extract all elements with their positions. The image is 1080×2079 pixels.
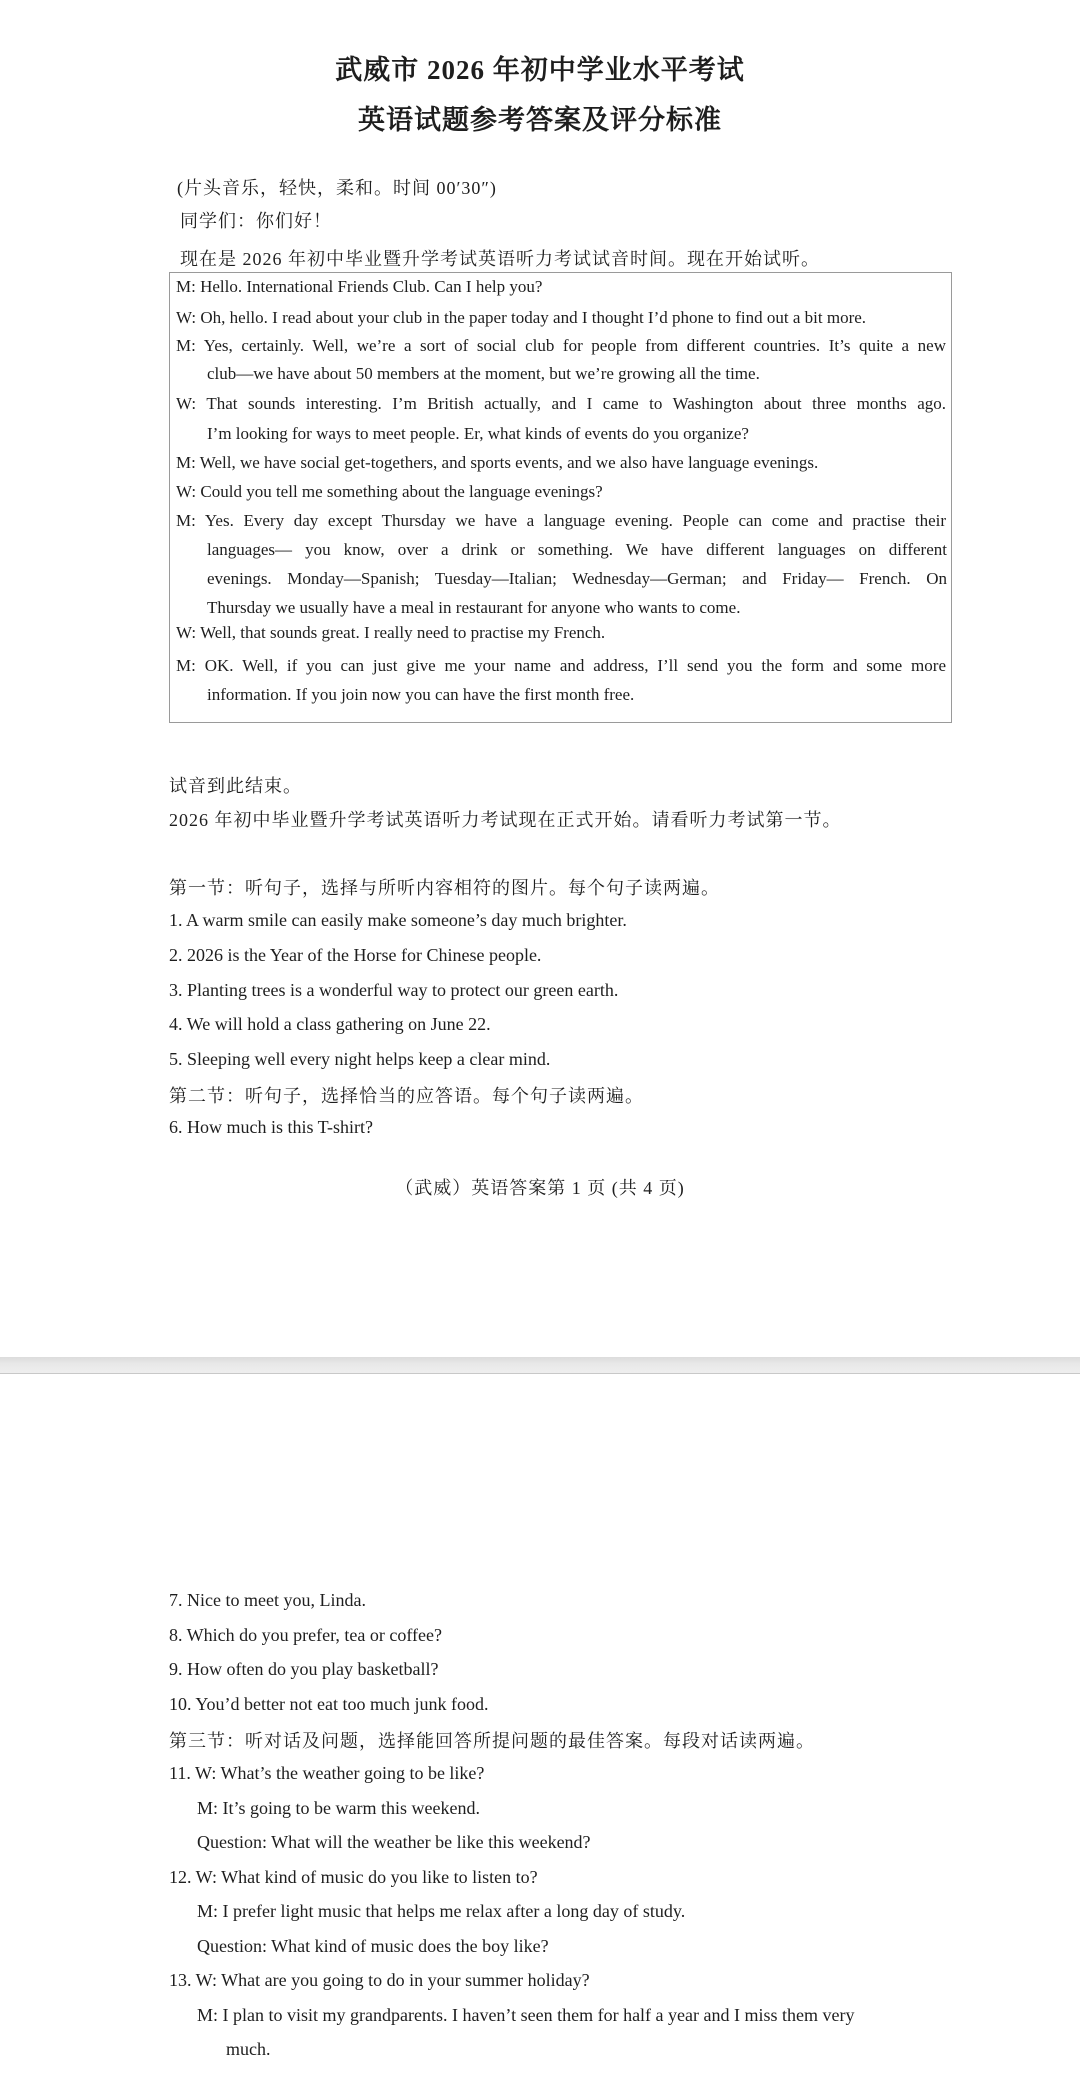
dialogue-line: W: That sounds interesting. I’m British actually, and I came to Washington about three months ago. <box>176 394 946 413</box>
dialogue-line: club—we have about 50 members at the moment, but we’re growing all the time. <box>207 364 760 383</box>
list-item: 10. You’d better not eat too much junk food. <box>169 1694 489 1714</box>
q13-man-cont: much. <box>226 2039 271 2059</box>
dialogue-line: information. If you join now you can have the first month free. <box>207 685 635 704</box>
dialogue-line: M: Hello. International Friends Club. Can I help you? <box>176 277 543 296</box>
list-item: 8. Which do you prefer, tea or coffee? <box>169 1625 442 1645</box>
q12-question: Question: What kind of music does the boy like? <box>197 1936 549 1956</box>
q12-man: M: I prefer light music that helps me relax after a long day of study. <box>197 1901 686 1921</box>
dialogue-line: M: OK. Well, if you can just give me your name and address, I’ll send you the form and some more <box>176 656 946 675</box>
dialogue-line: W: Oh, hello. I read about your club in the paper today and I thought I’d phone to find out a bit more. <box>176 308 867 327</box>
section1-heading: 第一节：听句子，选择与所听内容相符的图片。每个句子读两遍。 <box>169 878 720 898</box>
list-item: 4. We will hold a class gathering on June 22. <box>169 1014 491 1034</box>
q13-man: M: I plan to visit my grandparents. I haven’t seen them for half a year and I miss them very <box>197 2005 855 2025</box>
dialogue-line: languages— you know, over a drink or something. We have different languages on different <box>207 540 947 559</box>
intro-test-time: 现在是 2026 年初中毕业暨升学考试英语听力考试试音时间。现在开始试听。 <box>180 249 820 269</box>
test-end-note: 试音到此结束。 <box>169 776 302 796</box>
intro-music: (片头音乐，轻快，柔和。时间 00′30″) <box>177 178 497 198</box>
exam-title: 武威市 2026 年初中学业水平考试 <box>335 55 745 85</box>
list-item: 5. Sleeping well every night helps keep a clear mind. <box>169 1049 551 1069</box>
list-item: 9. How often do you play basketball? <box>169 1659 439 1679</box>
section2-heading: 第二节：听句子，选择恰当的应答语。每个句子读两遍。 <box>169 1086 644 1106</box>
dialogue-line: evenings. Monday—Spanish; Tuesday—Italian; Wednesday—German; and Friday— French. On <box>207 569 947 588</box>
dialogue-line: M: Yes. Every day except Thursday we have a language evening. People can come and practise their <box>176 511 946 530</box>
list-item: 7. Nice to meet you, Linda. <box>169 1590 366 1610</box>
list-item: 1. A warm smile can easily make someone’s day much brighter. <box>169 910 627 930</box>
dialogue-line: M: Yes, certainly. Well, we’re a sort of social club for people from different countries. It’s quite a new <box>176 336 946 355</box>
q11-question: Question: What will the weather be like this weekend? <box>197 1832 591 1852</box>
page-separator <box>0 1357 1080 1374</box>
dialogue-line: W: Well, that sounds great. I really need to practise my French. <box>176 623 606 642</box>
q11-man: M: It’s going to be warm this weekend. <box>197 1798 480 1818</box>
dialogue-line: M: Well, we have social get-togethers, and sports events, and we also have language evenings. <box>176 453 819 472</box>
dialogue-line: W: Could you tell me something about the language evenings? <box>176 482 603 501</box>
q11-woman: 11. W: What’s the weather going to be like? <box>169 1763 485 1783</box>
dialogue-line: Thursday we usually have a meal in restaurant for anyone who wants to come. <box>207 598 741 617</box>
q12-woman: 12. W: What kind of music do you like to listen to? <box>169 1867 538 1887</box>
answer-page-2 <box>0 1374 1080 2079</box>
list-item: 6. How much is this T-shirt? <box>169 1117 374 1137</box>
dialogue-line: I’m looking for ways to meet people. Er, what kinds of events do you organize? <box>207 424 749 443</box>
list-item: 3. Planting trees is a wonderful way to protect our green earth. <box>169 980 619 1000</box>
official-start-note: 2026 年初中毕业暨升学考试英语听力考试现在正式开始。请看听力考试第一节。 <box>169 810 842 830</box>
q13-woman: 13. W: What are you going to do in your summer holiday? <box>169 1970 590 1990</box>
exam-subtitle: 英语试题参考答案及评分标准 <box>358 105 722 135</box>
list-item: 2. 2026 is the Year of the Horse for Chinese people. <box>169 945 542 965</box>
page-footer: （武威）英语答案第 1 页 (共 4 页) <box>395 1178 685 1198</box>
section3-heading: 第三节：听对话及问题，选择能回答所提问题的最佳答案。每段对话读两遍。 <box>169 1731 815 1751</box>
intro-greeting: 同学们：你们好！ <box>180 211 332 231</box>
